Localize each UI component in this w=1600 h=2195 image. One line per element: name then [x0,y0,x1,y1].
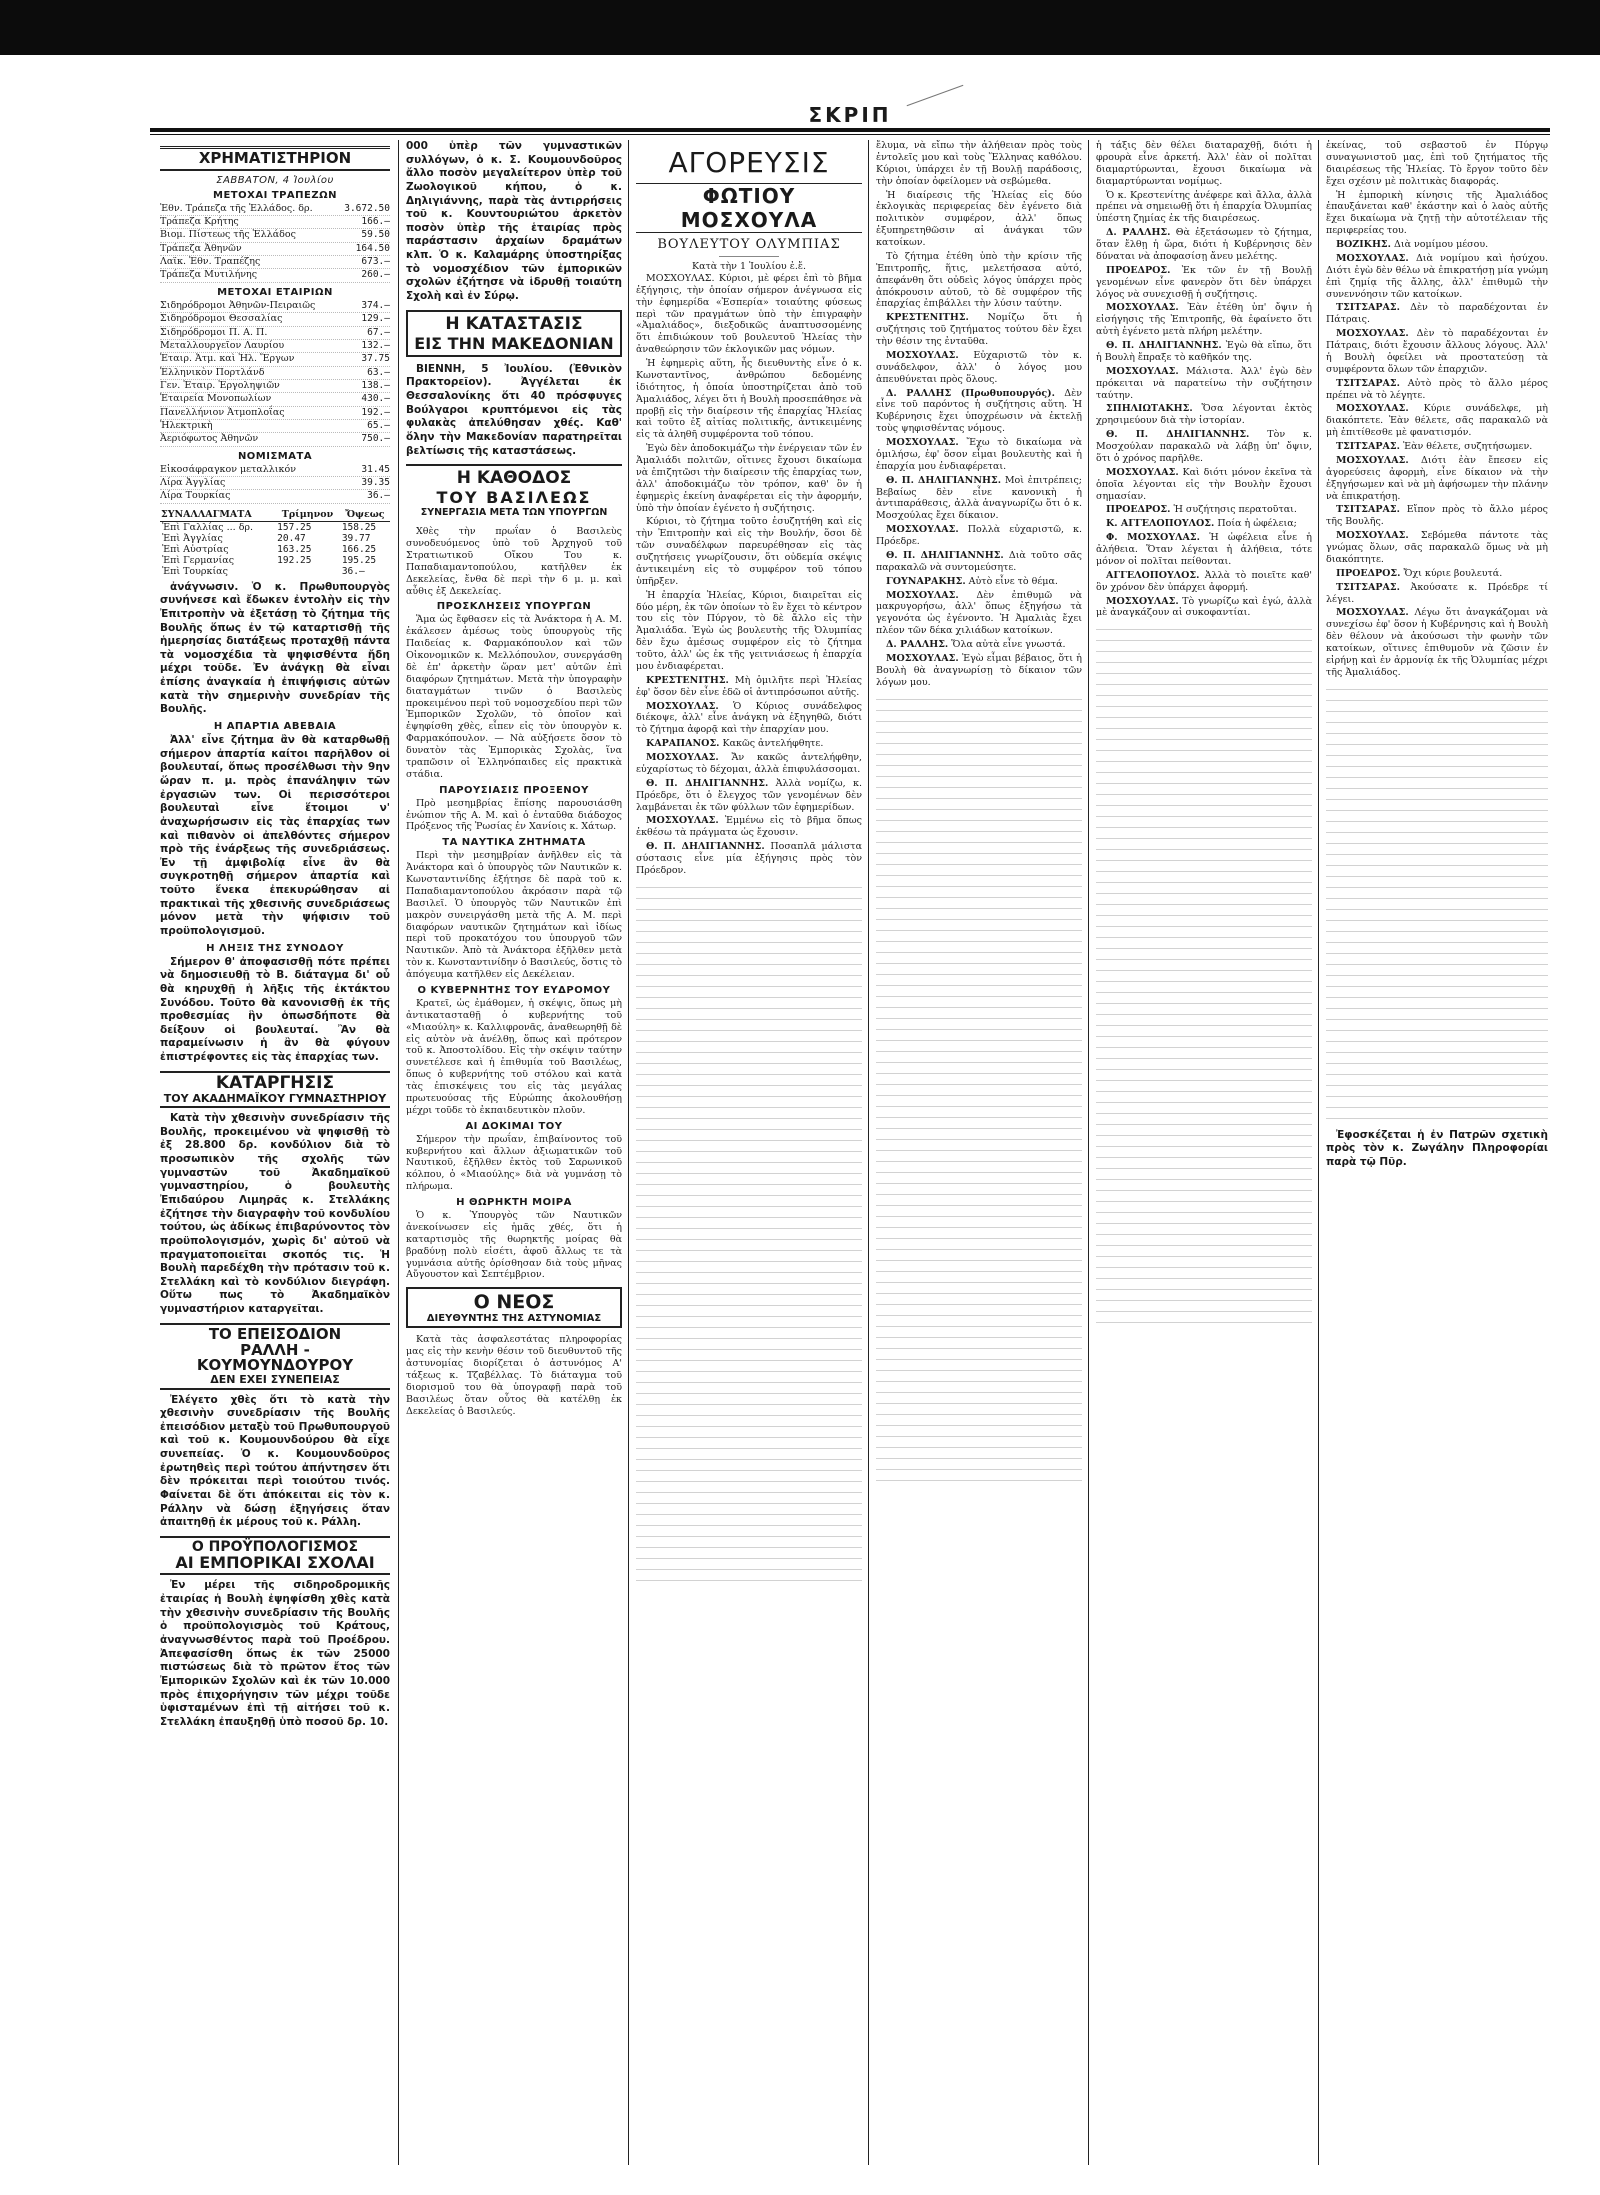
speaker-role: ΒΟΥΛΕΥΤΟΥ ΟΛΥΜΠΙΑΣ [657,237,841,252]
market-row: Σιδηρόδρομοι Ἀθηνῶν-Πειραιῶς 374.— [160,300,390,313]
speaker-line: ΜΟΣΧΟΥΛΑΣ. Ἐὰν ἐτέθη ὑπ' ὄψιν ἡ εἰσήγησις τῆς Ἐπιτροπῆς, θὰ ἐφαίνετο ὅτι αὐτὴ ἐγένετο μετὰ πλήρη μελέτην. [1096,302,1312,338]
speaker-line: Θ. Π. ΔΗΛΙΓΙΑΝΝΗΣ. Ἀλλὰ νομίζω, κ. Πρόεδρε, ὅτι ὁ ἔλεγχος τῶν γενομένων δὲν λαμβάνεται ἐκ τῶν φύλλων τῶν ἐφημερίδων. [636,777,862,813]
article-body: Ἐν μέρει τῆς σιδηροδρομικῆς ἐταιρίας ἡ Βουλὴ ἐψηφίσθη χθὲς κατὰ τὴν χθεσινὴν συνεδρίασιν τῆς Βουλῆς ὁ προϋπολογισμὸς τοῦ Κράτους, ἀναγνωσθέντος παρὰ τοῦ Προέδρου. Ἀπεφασίσθη ὅπως ἐκ τῶν 25000 πιστώσεως διὰ τὸ πρῶτον ἔτος τῶν Ἐμπορικῶν Σχολῶν καὶ ἐκ τῶν 10.000 πρὸς ἐπιχορήγησιν τῶν μέχρι τοῦδε ὑφισταμένων ἐπὶ τῇ αἰτήσει τοῦ κ. Στελλάκη ἐπαυξηθῇ ὑπὸ ποσοῦ δρ. 10. [160,1579,390,1728]
table-row: Ἐπὶ Τουρκίας 36.— [162,565,365,577]
paragraph: Ἡ διαίρεσις τῆς Ἠλείας εἰς δύο ἐκλογικὰς περιφερείας δὲν ἐγένετο διὰ πολιτικὸν συμφέρον, ἀλλ' ὅπως ἐξυπηρετηθῶσιν αἱ ἀνάγκαι τῶν κατοίκων. [876,189,1082,248]
paragraph: Ἐγὼ δὲν ἀποδοκιμάζω τὴν ἐνέργειαν τῶν ἐν Ἀμαλιάδι πολιτῶν, οἵτινες ἔχουσι δικαίωμα νὰ ἐπιζητῶσι τὴν διαίρεσιν τῆς ἐπαρχίας των, ἀλλ' ἀποδοκιμάζω τὸν τρόπον, καθ' ὃν ἡ ἐφημερὶς ἐκείνη ἀναφέρεται εἰς τὴν ἀφορμήν, ὑπὸ τὴν ὁποίαν ἐγένετο ἡ συζήτησις. [636,443,862,514]
market-row: Σιδηρόδρομοι Θεσσαλίας 129.— [160,313,390,326]
speaker-line: ΜΟΣΧΟΥΛΑΣ. Μάλιστα. Ἀλλ' ἐγὼ δὲν πρόκειται νὰ παρατείνω τὴν συζήτησιν ταύτην. [1096,365,1312,401]
article-heading: Η ΛΗΞΙΣ ΤΗΣ ΣΥΝΟΔΟΥ [206,942,344,954]
article-body: Κατὰ τὴν χθεσινὴν συνεδρίασιν τῆς Βουλῆς, προκειμένου νὰ ψηφισθῇ τὸ ἐξ 28.800 δρ. κονδύλιον διὰ τὸ προσωπικὸν τῆς σχολῆς τῶν γυμναστῶν τοῦ Ἀκαδημαϊκοῦ γυμναστηρίου, ὁ βουλευτὴς Ἐπιδαύρου Λιμηρᾶς κ. Στελλάκης ἐζήτησε τὴν διαγραφὴν τοῦ κονδυλίου τούτου, ὡς ἀδίκως ἐπιβαρύνοντος τὸν προϋπολογισμόν, χωρὶς δι' αὐτοῦ νὰ πραγματοποιεῖται σκοπός τις. Ἡ Βουλὴ παρεδέχθη τὴν πρότασιν τοῦ κ. Στελλάκη καὶ τὸ κονδύλιον διεγράφη. Οὕτω πως τὸ Ἀκαδημαϊκὸν γυμναστήριον καταργεῖται. [160,1112,390,1316]
table-row: Ἐπὶ Γερμανίας 192.25 195.25 [162,554,377,566]
paragraph: Τὸ ζήτημα ἐτέθη ὑπὸ τὴν κρίσιν τῆς Ἐπιτροπῆς, ἥτις, μελετήσασα αὐτό, ἀπεφάνθη ὅτι οὐδεὶς λόγος ὑπάρχει πρὸς ἀπόκρουσιν αὐτοῦ, τὸ δὲ συμφέρον τῆς ἐπαρχίας ἐπιβάλλει τὴν λύσιν ταύτην. [876,250,1082,310]
article-body: Κατὰ τὰς ἀσφαλεστάτας πληροφορίας μας εἰς τὴν κενὴν θέσιν τοῦ διευθυντοῦ τῆς ἀστυνομίας διορίζεται ὁ ἀστυνόμος Α' τάξεως κ. Τζαβέλλας. Τὸ διάταγμα τοῦ διορισμοῦ του θὰ ὑπογραφῇ παρὰ τοῦ Βασιλέως ὅταν οὗτος θὰ κατέλθῃ ἐκ Δεκελείας ὁ Βασιλεύς. [406,1334,622,1417]
speaker-line: Θ. Π. ΔΗΛΙΓΙΑΝΝΗΣ. Ἐγὼ θὰ εἴπω, ὅτι ἡ Βουλὴ ἔπραξε τὸ καθῆκόν της. [1096,340,1312,363]
article-body: Πρὸ μεσημβρίας ἔπίσης παρουσιάσθη ἐνώπιον τῆς Α. Μ. καὶ ὁ ἐνταῦθα διάδοχος Πρόξενος τῆς Ῥωσίας ἐν Χανίοις κ. Χάτωρ. [406,797,622,833]
speaker-line: ΑΓΓΕΛΟΠΟΥΛΟΣ. Ἀλλὰ τὸ ποιεῖτε καθ' ὃν χρόνον δὲν ὑπάρχει ἀφορμή. [1096,569,1312,593]
article-heading: Ο ΚΥΒΕΡΝΗΤΗΣ ΤΟΥ ΕΥΔΡΟΜΟΥ [417,984,611,996]
speaker-line: ΒΟΖΙΚΗΣ. Διὰ νομίμου μέσου. [1336,239,1489,250]
paragraph: ἡ τάξις δὲν θέλει διαταραχθῇ, διότι ἡ φρουρὰ εἶνε ἀρκετή. Ἀλλ' ἐὰν οἱ πολῖται διαμαρτύρωνται, ἔχουσι δικαίωμα νὰ διαμαρτύρωνται νομίμως. [1096,140,1312,187]
article-heading: ΠΑΡΟΥΣΙΑΣΙΣ ΠΡΟΞΕΝΟΥ [439,784,589,796]
article-body: Σήμερον θ' ἀποφασισθῇ πότε πρέπει νὰ δημοσιευθῇ τὸ Β. διάταγμα δι' οὗ θὰ κηρυχθῇ ἡ λῆξις τῆς ἐκτάκτου Συνόδου. Τοῦτο θὰ κανονισθῇ ἐκ τῆς προθεσμίας ἣν ὁπωσδήποτε θὰ δείξουν οἱ βουλευταί. Ἂν θὰ παραμείνωσιν ἡ ἂν θὰ φύγουν ἐπιστρέφοντες εἰς τὰς ἐπαρχίας των. [160,955,390,1064]
market-row: Ἑταιρεία Μονοπωλίων 430.— [160,393,390,406]
paragraph: Ὁ κ. Κρεστενίτης ἀνέφερε καὶ ἄλλα, ἀλλὰ πρέπει νὰ σημειωθῇ ὅτι ἡ ἐπαρχία Ὀλυμπίας ὑπέστη ζημίας ἐκ τῆς διαιρέσεως. [1096,189,1312,225]
article-body: Σήμερον τὴν πρωΐαν, ἐπιβαίνοντος τοῦ κυβερνήτου καὶ ἄλλων ἀξιωματικῶν τοῦ Ναυτικοῦ, ἐξῆλθεν ἐκτὸς τοῦ Σαρωνικοῦ κόλπου, ὁ «Μιαούλης» διὰ νὰ γυμνάσῃ τὸ πλήρωμα. [406,1133,622,1193]
speaker-line: ΜΟΣΧΟΥΛΑΣ. Κύριε συνάδελφε, μὴ διακόπτετε. Ἐὰν θέλετε, σᾶς παρακαλῶ νὰ μὴ ἐπιτίθεσθε μὲ φανατισμόν. [1326,403,1548,439]
article-body: Ὁ κ. Ὑπουργὸς τῶν Ναυτικῶν ἀνεκοίνωσεν εἰς ἡμᾶς χθές, ὅτι ἡ καταρτισμὸς τῆς θωρηκτῆς μοίρας θὰ βραδύνῃ πολὺ εἰσέτι, ἀφοῦ ἄλλως τε τὰ γυμνάσια αὐτῆς ὁρίσθησαν διὰ τοὺς μῆνας Αὔγουστον καὶ Σεπτέμβριον. [406,1210,622,1281]
text-lines [636,887,862,1581]
article-body: ἀνάγνωσιν. Ὁ κ. Πρωθυπουργὸς συνήνεσε καὶ ἔδωκεν ἐντολὴν εἰς τὴν Ἐπιτροπὴν νὰ ἐξετάσῃ τὸ ζήτημα τῆς Βουλῆς ὅπως ἐν τῷ καταρτισθῇ τῆς ἡμερησίας διατάξεως προταχθῇ πάντα τὰ νομοσχέδια τὰ ψηφισθέντα ἤδη μέχρι τοῦδε. Ἐν ἀνάγκῃ θὰ εἶναι ἐπίσης ἀναγκαία ἡ ἐπιψήφισις αὐτῶν κατὰ τὴν σημερινὴν συνεδρίαν τῆς Βουλῆς. [160,580,390,716]
article-body: Ἐλέγετο χθὲς ὅτι τὸ κατὰ τὴν χθεσινὴν συνεδρίασιν τῆς Βουλῆς ἐπεισόδιον μεταξὺ τοῦ Πρωθυπουργοῦ καὶ τοῦ κ. Κουμουνδούρου θὰ εἶχε συνεπείας. Ὁ κ. Κουμουνδοῦρος ἐρωτηθεὶς περὶ τούτου ἀπήντησεν ὅτι δὲν πρόκειται περὶ τοιούτου τινός. Φαίνεται δὲ ὅτι ἀπόκειται εἰς τὸν κ. Ράλλην νὰ δώσῃ ἐξηγήσεις ὅταν ἀπαιτηθῇ ἐκ μέρους τοῦ κ. Ράλλη. [160,1393,390,1529]
market-row: Εἰκοσάφραγκον μεταλλικόν 31.45 [160,464,390,477]
market-row: Λίρα Ἀγγλίας 39.35 [160,477,390,490]
article-body: Ἅμα ὡς ἔφθασεν εἰς τὰ Ἀνάκτορα ἡ Α. Μ. ἐκάλεσεν ἀμέσως τοὺς ὑπουργοὺς τῆς Παιδείας κ. Φαρμακόπουλον καὶ τῶν Οἰκονομικῶν κ. Μελλόπουλον, συνεργάσθη δὲ ἐπ' ἀρκετὴν ὥραν μετ' αὐτῶν ἐπὶ διαφόρων ζητημάτων. Μετὰ τὴν ὑπογραφὴν διαταγμάτων τινῶν ὁ Βασιλεὺς προκειμένου περὶ τοῦ νομοσχεδίου περὶ τῶν Ἐμπορικῶν Σχολῶν, τὸ ὁποῖον καὶ ἐψηφίσθη χθὲς, εἶπεν εἰς τὸν ὑπουργὸν κ. Φαρμακόπουλον. — Νὰ αὐξήσετε ὅσον τὸ δυνατὸν τὰς Ἐμπορικὰς Σχολὰς, ἵνα τραπῶσιν οἱ Ἑλληνόπαιδες εἰς πρακτικὰ στάδια. [406,614,622,780]
speaker-line: ΚΑΡΑΠΑΝΟΣ. Κακῶς ἀντελήφθητε. [646,738,824,750]
market-row: Γεν. Ἑταιρ. Ἐργοληψιῶν 138.— [160,380,390,393]
speaker-line: ΚΡΕΣΤΕΝΙΤΗΣ. Νομίζω ὅτι ἡ συζήτησις τοῦ ζητήματος τούτου δὲν ἔχει τὴν θέσιν της ἐνταῦθα. [876,312,1082,347]
scan-top-band [0,0,1600,55]
column-header: Τρίμηνον [275,508,340,522]
speaker-line: ΜΟΣΧΟΥΛΑΣ. Διὰ νομίμου καὶ ἡσύχου. Διότι ἐγὼ δὲν θέλω νὰ ἐπικρατήσῃ μία γνώμη ἐπὶ ζημίᾳ τῆς ἄλλης, ἀλλ' ἐπιθυμῶ τὴν συνεννόησιν τῶν κατοίκων. [1326,252,1548,300]
newspaper-title: ΣΚΡΙΠ [808,103,892,127]
market-row: Λίρα Τουρκίας 36.— [160,490,390,503]
speaker-line: ΤΣΙΤΣΑΡΑΣ. Ἐὰν θέλετε, συζητήσωμεν. [1336,441,1533,452]
speaker-line: ΜΟΣΧΟΥΛΑΣ. Ὁ Κύριος συνάδελφος διέκοψε, ἀλλ' εἶνε ἀνάγκη νὰ ἐξηγηθῶ, διότι τὸ ζήτημα ἀφορᾷ καὶ τὴν ἐπαρχίαν μου. [636,700,862,736]
column-4 [876,140,1082,2170]
column-rule [868,140,869,2165]
speaker-line: Δ. ΡΑΛΛΗΣ. Θὰ ἐξετάσωμεν τὸ ζήτημα, ὅταν ἔλθῃ ἡ ὥρα, διότι ἡ Κυβέρνησις δὲν δύναται νὰ ἀποφασίσῃ ἄνευ μελέτης. [1096,227,1312,262]
market-row: Ἠλεκτρικὴ 65.— [160,420,390,433]
coins-list [160,464,390,504]
paragraph: ΜΟΣΧΟΥΛΑΣ. Κύριοι, μὲ φέρει ἐπὶ τὸ βῆμα ἐξήγησις, τὴν ὁποίαν σήμερον ἀνέγνωσα εἰς τὴν ἐφημερίδα «Ἑσπερία» τοιαύτης φύσεως περὶ τῶν πραγμάτων ὑπὸ τὴν ἐπιγραφὴν «Ἀμαλιάδος», διεξοδικῶς ἀναπτυσσομένης ὅτι ἐπιδιώκουν τοῦ βουλευτοῦ Ἠλείας τὴν ἀναθεώρησιν τῶν ἐκλογικῶν μας νόμων. [636,272,862,356]
paragraph: ἔλυμα, νὰ εἴπω τὴν ἀλήθειαν πρὸς τοὺς ἐντολεῖς μου καὶ τοὺς Ἕλληνας καθόλου. Κύριοι, ὑπάρχει ἐν τῇ Βουλῇ παράδοσις, τὴν ὁποίαν ὀφείλομεν νὰ σεβώμεθα. [876,140,1082,187]
paragraph: Ἡ ἐπαρχία Ἠλείας, Κύριοι, διαιρεῖται εἰς δύο μέρη, ἐκ τῶν ὁποίων τὸ ἓν ἔχει τὸ κέντρον του εἰς τὸν Πύργον, τὸ δὲ ἄλλο εἰς τὴν Ἀμαλιάδα. Ἐγὼ ὡς βουλευτὴς τῆς Ὀλυμπίας δὲν ἔχω ἀμέσως συμφέρον εἰς τὸ ζήτημα τοῦτο, ἀλλ' ὡς ἐκ τῆς γειτνιάσεως ἡ ἐπαρχία μου ἐνδιαφέρεται. [636,589,862,672]
speaker-line: ΜΟΣΧΟΥΛΑΣ. Πολλὰ εὐχαριστῶ, κ. Πρόεδρε. [876,524,1082,547]
coins-header: ΝΟΜΙΣΜΑΤΑ [237,450,313,462]
speaker-line: Θ. Π. ΔΗΛΙΓΙΑΝΝΗΣ. Ποσαπλᾶ μάλιστα σύστασις εἶνε μία ἐξήγησις πρὸς τὸν Πρόεδρον. [636,841,862,876]
speaker-line: ΜΟΣΧΟΥΛΑΣ. Δὲν τὸ παραδέχονται ἐν Πάτραις, διότι ἔχουσιν ἄλλους λόγους. Ἀλλ' ἡ Βουλὴ ὀφείλει νὰ προστατεύσῃ τὰ συμφέροντα ὅλων τῶν ἐπαρχιῶν. [1326,328,1548,375]
speaker-line: ΠΡΟΕΔΡΟΣ. Ἐκ τῶν ἐν τῇ Βουλῇ γενομένων εἶνε φανερὸν ὅτι δὲν ὑπάρχει λόγος νὰ συνεχισθῇ ἡ συζήτησις. [1096,264,1312,300]
masthead-rule-thin [150,134,1550,135]
speaker-line: ΤΣΙΤΣΑΡΑΣ. Ἀκούσατε κ. Πρόεδρε τί λέγει. [1326,581,1548,605]
article-heading: ΤΟ ΕΠΕΙΣΟΔΙΟΝ ΡΑΛΛΗ - ΚΟΥΜΟΥΝΔΟΥΡΟΥ ΔΕΝ ΕΧΕΙ ΣΥΝΕΠΕΙΑΣ [160,1323,390,1390]
text-lines [876,699,1082,1481]
article-body: 000 ὑπὲρ τῶν γυμναστικῶν συλλόγων, ὁ κ. Σ. Κουμουνδοῦρος ἄλλο ποσὸν μεγαλείτερον ὑπὲρ τοῦ Ζωολογικοῦ κήπου, ὁ κ. Δηλιγιάννης, παρὰ τὰς ἀντιρρήσεις τοῦ κ. Κουντουριώτου ἀρκετὸν ποσὸν ὑπὲρ τῆς ἑταιρίας πρὸς παράστασιν ἀρχαίων δραμάτων κλπ. Ὁ κ. Καλαμάρης ὑποστηρίξας τὸ νομοσχέδιον τῶν ἐμπορικῶν σχολῶν ἐζήτησε νὰ ἱδρυθῇ τοιαύτη Σχολὴ καὶ ἐν Σύρῳ. [406,140,622,303]
market-row: Λαϊκ. Ἐθν. Τραπέζης 673.— [160,256,390,269]
article-heading: ΑΙ ΔΟΚΙΜΑΙ ΤΟΥ [465,1120,563,1132]
speaker-line: ΜΟΣΧΟΥΛΑΣ. Ἐμμένω εἰς τὸ βῆμα ὅπως ἐκθέσω τὰ πράγματα ὡς ἔχουσιν. [636,815,862,839]
speaker-line: ΠΡΟΕΔΡΟΣ. Ὄχι κύριε βουλευτά. [1336,567,1503,579]
market-row: Τράπεζα Ἀθηνῶν 164.50 [160,243,390,256]
speaker-line: ΤΣΙΤΣΑΡΑΣ. Δὲν τὸ παραδέχονται ἐν Πάτραις. [1326,302,1548,326]
market-row: Ἑταιρ. Ἀτμ. καὶ Ἠλ. Ἔργων 37.75 [160,353,390,366]
column-rule [1088,140,1089,2165]
article-heading: Η ΚΑΤΑΣΤΑΣΙΣ ΕΙΣ ΤΗΝ ΜΑΚΕΔΟΝΙΑΝ [406,310,622,357]
exchange-title: ΧΡΗΜΑΤΙΣΤΗΡΙΟΝ [160,146,390,171]
speech-body [636,273,862,877]
speaker-line: ΜΟΣΧΟΥΛΑΣ. Ἐγὼ εἶμαι βέβαιος, ὅτι ἡ Βουλὴ θὰ ἀναγνωρίσῃ τὸ δίκαιον τῶν λόγων μου. [876,652,1082,688]
article-heading: Η ΑΠΑΡΤΙΑ ΑΒΕΒΑΙΑ [213,721,337,733]
speech-title: ΑΓΟΡΕΥΣΙΣ [668,146,830,179]
speaker-name: ΦΩΤΙΟΥ ΜΟΣΧΟΥΛΑ [636,183,862,233]
text-lines [1326,689,1548,1119]
article-body: Χθὲς τὴν πρωΐαν ὁ Βασιλεὺς συνοδευόμενος ὑπὸ τοῦ Ἀρχηγοῦ τοῦ Στρατιωτικοῦ Οἴκου Του κ. Παπαδιαμαντοπούλου, κατῆλθεν ἐκ Δεκελείας, ἔνθα δὲ περὶ τὴν 6 μ. μ. καὶ αὖθις ἐξ Δεκελείας. [406,526,622,597]
table-header-row [160,508,390,522]
speaker-line: ΤΣΙΤΣΑΡΑΣ. Αὐτὸ πρὸς τὸ ἄλλο μέρος πρέπει νὰ τὸ λέγητε. [1326,377,1548,401]
paragraph: Ἡ ἐμπορικὴ κίνησις τῆς Ἀμαλιάδος ἐπαυξάνεται καθ' ἑκάστην καὶ ὁ λαὸς αὐτῆς ἔχει δικαίωμα νὰ ζητῇ τὴν αὐτοτέλειαν τῆς περιφερείας του. [1326,189,1548,237]
speaker-line: Θ. Π. ΔΗΛΙΓΙΑΝΝΗΣ. Τὸν κ. Μοσχούλαν παρακαλῶ νὰ λάβῃ ὑπ' ὄψιν, ὅτι ὁ χρόνος παρῆλθε. [1096,429,1312,464]
column-5 [1096,140,1312,2170]
column-rule [628,140,629,2165]
column-3 [636,140,862,2170]
paragraph: Κύριοι, τὸ ζήτημα τοῦτο ἐσυζητήθη καὶ εἰς τὴν Ἐπιτροπὴν καὶ εἰς τὴν Βουλήν, ὅσοι δὲ τῶν συναδέλφων παρευρέθησαν εἰς τὰς συζητήσεις γνωρίζουσιν, ὅτι οὐδεμία σκέψις ἀντικειμένη εἰς τὸ συμφέρον τοῦ τόπου ὑπῆρξεν. [636,516,862,587]
speaker-line: ΜΟΣΧΟΥΛΑΣ. Διότι ἐὰν ἔπεσεν εἰς ἀγορεύσεις ἀφορμὴ, εἶνε δίκαιον νὰ τὴν ἐξηγήσωμεν καὶ νὰ μὴ ἀφήσωμεν τὴν πλάνην νὰ ἐπικρατήσῃ. [1326,454,1548,502]
speaker-line: ΜΟΣΧΟΥΛΑΣ. Ἔχω τὸ δικαίωμα νὰ ὁμιλήσω, ἐφ' ὅσον εἶμαι βουλευτὴς καὶ ἡ ἐπαρχία μου ἐνδιαφέρεται. [876,437,1082,472]
speaker-line: ΚΡΕΣΤΕΝΙΤΗΣ. Μὴ ὁμιλῆτε περὶ Ἠλείας ἐφ' ὅσον δὲν εἶνε ἐδῶ οἱ ἀντιπρόσωποι αὐτῆς. [636,674,862,698]
market-row: Ἀεριόφωτος Ἀθηνῶν 750.— [160,433,390,446]
speaker-line: ΜΟΣΧΟΥΛΑΣ. Εὐχαριστῶ τὸν κ. συνάδελφον, ἀλλ' ὁ λόγος μου ἀπευθύνεται πρὸς ὅλους. [876,349,1082,385]
table-row: Ἐπὶ Γαλλίας ... δρ. 157.25 158.25 [162,521,377,533]
companies-list [160,300,390,447]
speaker-line: Θ. Π. ΔΗΛΙΓΙΑΝΝΗΣ. Διὰ τοῦτο σᾶς παρακαλῶ νὰ συντομεύσητε. [876,549,1082,573]
exchange-header: ΣΥΝΑΛΛΑΓΜΑΤΑ [160,508,275,522]
article-heading: ΤΑ ΝΑΥΤΙΚΑ ΖΗΤΗΜΑΤΑ [442,837,586,849]
banks-header: ΜΕΤΟΧΑΙ ΤΡΑΠΕΖΩΝ [213,189,337,201]
speaker-line: ΜΟΣΧΟΥΛΑΣ. Τὸ γνωρίζω καὶ ἐγώ, ἀλλὰ μὲ ἀναγκάζουν αἱ συκοφαντίαι. [1096,595,1312,619]
continued-note: Ἐφοσκέζεται ἡ ἐν Πατρῶν σχετικὴ πρὸς τὸν κ. Ζωγάλην Πληροφορίαι παρὰ τῷ Πῦρ. [1326,1128,1548,1168]
speaker-line: ΜΟΣΧΟΥΛΑΣ. Καὶ διότι μόνον ἐκεῖνα τὰ ὁποῖα λέγονται εἰς τὴν Βουλὴν ἔχουσι σημασίαν. [1096,466,1312,502]
table-row: Ἐπὶ Αὐστρίας 163.25 166.25 [162,543,377,555]
table-row: Ἐπὶ Ἀγγλίας 20.47 39.77 [162,532,371,544]
column-rule [1318,140,1319,2165]
article-heading: Ο ΝΕΟΣ ΔΙΕΥΘΥΝΤΗΣ ΤΗΣ ΑΣΤΥΝΟΜΙΑΣ [406,1287,622,1328]
column-6 [1326,140,1548,2170]
article-heading: ΚΑΤΑΡΓΗΣΙΣ ΤΟΥ ΑΚΑΔΗΜΑΪΚΟΥ ΓΥΜΝΑΣΤΗΡΙΟΥ [160,1071,390,1108]
article-heading: ΠΡΟΣΚΛΗΣΕΙΣ ΥΠΟΥΡΓΩΝ [436,601,592,613]
column-2 [406,140,622,2170]
column-1 [160,140,390,2170]
market-row: Πανελλήνιον Ἀτμοπλοΐας 192.— [160,407,390,420]
speaker-line: ΜΟΣΧΟΥΛΑΣ. Λέγω ὅτι ἀναγκάζομαι νὰ συνεχίσω ἐφ' ὅσον ἡ Κυβέρνησις καὶ ἡ Βουλὴ δὲν θέλουν νὰ ἀκούσωσι τὴν φωνὴν τῶν κατοίκων, οἵτινες ἐπιθυμοῦν νὰ ζῶσιν ἐν εἰρήνῃ καὶ ἐν ἁρμονίᾳ ἐκ τῆς Ὀλυμπίας μέχρι τῆς Ἀμαλιάδος. [1326,607,1548,678]
market-row: Μεταλλουργεῖον Λαυρίου 132.— [160,340,390,353]
paragraph: ἐκείνας, τοῦ σεβαστοῦ ἐν Πύργῳ συναγωνιστοῦ μας, ἐπὶ τοῦ ζητήματος τῆς διαιρέσεως τῆς Ἠλείας. Τὸ ἔργον τοῦτο δὲν ἔχει σχέσιν μὲ πολιτικὰς διαφοράς. [1326,140,1548,187]
market-row: Βιομ. Πίστεως τῆς Ἑλλάδος 59.50 [160,229,390,242]
speaker-line: Θ. Π. ΔΗΛΙΓΙΑΝΝΗΣ. Μοὶ ἐπιτρέπεις; Βεβαίως δὲν εἶνε κανονικὴ ἡ ἀντιπαράθεσις, ἀλλὰ ἀναγνωρίζω ὅτι ὁ κ. Μοσχούλας ἔχει δίκαιον. [876,474,1082,522]
speaker-line: ΣΠΗΛΙΩΤΑΚΗΣ. Ὅσα λέγονται ἐκτὸς χρησιμεύουν διὰ τὴν ἱστορίαν. [1096,403,1312,427]
speaker-line: ΜΟΣΧΟΥΛΑΣ. Δὲν ἐπιθυμῶ νὰ μακρυγορήσω, ἀλλ' ὅπως ἐξηγήσω τὰ γεγονότα ὡς ἐγένοντο. Ἡ Ἀμαλιὰς ἔχει πλέον τῶν δέκα χιλιάδων κατοίκων. [876,589,1082,637]
column-header: Ὄψεως [340,508,390,522]
market-row: Τράπεζα Μυτιλήνης 260.— [160,269,390,282]
text-lines [1096,629,1312,1323]
companies-header: ΜΕΤΟΧΑΙ ΕΤΑΙΡΙΩΝ [217,286,333,298]
speaker-line: ΠΡΟΕΔΡΟΣ. Ἡ συζήτησις περατοῦται. [1106,504,1297,516]
exchange-date: ΣΑΒΒΑΤΟΝ, 4 Ἰουλίου [216,174,334,186]
speech-body [1096,140,1312,619]
speaker-line: Δ. ΡΑΛΛΗΣ. Ὅλα αὐτὰ εἶνε γνωστά. [886,639,1066,650]
masthead-rule-thick [150,128,1550,132]
column-rule [398,140,399,2165]
article-body: Ἀλλ' εἶνε ζήτημα ἂν θὰ καταρθωθῇ σήμερον ἀπαρτία καίτοι παρῆλθον οἱ βουλευταί, ὅπως προσέλθωσι τὴν 9ην ὥραν π. μ. πρὸς ἐπανάληψιν τῶν ἐργασιῶν των. Οἱ περισσότεροι βουλευταὶ εἶνε ἕτοιμοι ν' ἀναχωρήσωσιν εἰς τὰς ἐπαρχίας των καὶ πιθανὸν οἱ ἀπελθόντες σήμερον πρὸ τῆς ἐνάρξεως τῆς συνεδριάσεως. Ἐν τῇ ἀμφιβολίᾳ εἶνε ἂν θὰ συγκροτηθῇ σήμερον ἀπαρτία καὶ τοῦτο ἕνεκα ἐπεκυρώθησαν αἱ πρακτικαὶ τῆς χθεσινῆς συνεδριάσεως μόνον μετὰ τὴν ψήφισιν τοῦ προϋπολογισμοῦ. [160,734,390,937]
speech-body [1326,140,1548,679]
speaker-line: ΓΟΥΝΑΡΑΚΗΣ. Αὐτὸ εἶνε τὸ θέμα. [886,575,1058,587]
article-body: Κρατεῖ, ὡς ἐμάθομεν, ἡ σκέψις, ὅπως μὴ ἀντικατασταθῇ ὁ κυβερνήτης τοῦ «Μιαούλη» κ. Καλλιφρονᾶς, ἀναθεωρηθῇ δὲ εἰς αὐτὸν νὰ ἀνέλθῃ, ὅπως καὶ πρότερον τοῦ κ. Ἀποστολίδου. Εἰς τὴν σκέψιν ταύτην συνετέλεσε καὶ ἡ ἐπιθυμία τοῦ Βασιλέως, ὅπως ὁ κυβερνήτης τοῦ στόλου καὶ κατὰ τὰς ἐπισκέψεις του εἰς τὰς μεγάλας πρωτευούσας τῆς Εὐρώπης ἀκολουθήσῃ μέχρι τοῦδε τὸ ἐκπαιδευτικὸν πλοῦν. [406,997,622,1116]
article-heading: Η ΘΩΡΗΚΤΗ ΜΟΙΡΑ [456,1197,572,1209]
speaker-line: Δ. ΡΑΛΛΗΣ (Πρωθυπουργός). Δὲν εἶνε τοῦ παρόντος ἡ συζήτησις αὕτη. Ἡ Κυβέρνησις ἔχει ὑποχρέωσιν νὰ ἐκτελῇ τοὺς ψηφισθέντας νόμους. [876,387,1082,435]
paragraph: Ἡ ἐφημερὶς αὕτη, ἧς διευθυντὴς εἶνε ὁ κ. Κωνσταντῖνος, ἀνθρώπου δεδομένης ἰδιότητος, ἡ ὁποία ὑποστηρίζεται ἀπὸ τοῦ Ἀμαλιάδος, λέγει ὅτι ἡ Βουλὴ προσεπάθησε νὰ προβῇ εἰς τὴν διαίρεσιν τῆς ἐπαρχίας Ἠλείας καὶ τοῦτο ἐξ αἰτίας πολιτικῆς, ἀντικειμένης εἰς τὰ ἀληθῆ συμφέροντα τοῦ τόπου. [636,358,862,441]
market-row: Τράπεζα Κρήτης 166.— [160,216,390,229]
speech-body [876,140,1082,689]
speaker-line: ΤΣΙΤΣΑΡΑΣ. Εἴπον πρὸς τὸ ἄλλο μέρος τῆς Βουλῆς. [1326,504,1548,528]
divider [719,256,779,257]
speech-dateline: Κατὰ τὴν 1 Ἰουλίου ἐ.ἔ. [692,261,806,272]
article-heading: Ο ΠΡΟΫΠΟΛΟΓΙΣΜΟΣ ΑΙ ΕΜΠΟΡΙΚΑΙ ΣΧΟΛΑΙ [160,1536,390,1575]
market-row: Σιδηρόδρομοι Π. Α. Π. 67.— [160,327,390,340]
speaker-line: ΜΟΣΧΟΥΛΑΣ. Ἄν κακῶς ἀντελήφθην, εὐχαρίστως τὸ δέχομαι, ἀλλὰ ἐπιφυλάσσομαι. [636,752,862,775]
speaker-line: Κ. ΑΓΓΕΛΟΠΟΥΛΟΣ. Ποία ἡ ὠφέλεια; [1106,518,1297,530]
banks-list [160,203,390,283]
market-row: Ἑλληνικὸν Πορτλάνδ 63.— [160,367,390,380]
exchange-table [160,508,390,577]
article-body: Περὶ τὴν μεσημβρίαν ἀνῆλθεν εἰς τὰ Ἀνάκτορα καὶ ὁ ὑπουργὸς τῶν Ναυτικῶν κ. Κωνσταντινίδης ἐξήτησε δὲ παρὰ τοῦ κ. Παπαδιαμαντοπούλου ἀκρόασιν παρὰ τῷ Βασιλεῖ. Ὁ ὑπουργὸς τῶν Ναυτικῶν ἐπὶ μακρὸν συνειργάσθη μετὰ τῆς Α. Μ. περὶ διαφόρων ναυτικῶν ζητημάτων καὶ ἰδίως περὶ τοῦ προκατόχου του ὑπουργοῦ τῶν Ναυτικῶν. Ἀπὸ τὰ Ἀνάκτορα ἐξῆλθεν μετὰ τὸν κ. Κωνσταντινίδην ὁ Βασιλεύς, ὅστις τὸ ἀπόγευμα κατῆλθεν εἰς Δεκέλειαν. [406,850,622,981]
market-row: Ἐθν. Τράπεζα τῆς Ἑλλάδος. δρ. 3.672.50 [160,203,390,216]
speaker-line: Φ. ΜΟΣΧΟΥΛΑΣ. Ἡ ὠφέλεια εἶνε ἡ ἀλήθεια. Ὅταν λέγεται ἡ ἀλήθεια, τότε μόνον οἱ πολῖται πείθονται. [1096,532,1312,567]
article-heading: Η ΚΑΘΟΔΟΣ ΤΟΥ ΒΑΣΙΛΕΩΣ ΣΥΝΕΡΓΑΣΙΑ ΜΕΤΑ ΤΩΝ ΥΠΟΥΡΓΩΝ [406,464,622,520]
article-body: ΒΙΕΝΝΗ, 5 Ἰουλίου. (Ἐθνικὸν Πρακτορεῖον). Ἀγγέλεται ἐκ Θεσσαλονίκης ὅτι 40 πρόσφυγες Βούλγαροι κρυπτόμενοι εἰς τὰς φυλακὰς ἀπελύθησαν χθές. Καθ' ὅλην τὴν Μακεδονίαν παρατηρεῖται βελτίωσις τῆς καταστάσεως. [406,362,622,457]
speaker-line: ΜΟΣΧΟΥΛΑΣ. Σεβόμεθα πάντοτε τὰς γνώμας ὅλων, σᾶς παρακαλῶ ὅμως νὰ μὴ διακόπτητε. [1326,530,1548,565]
